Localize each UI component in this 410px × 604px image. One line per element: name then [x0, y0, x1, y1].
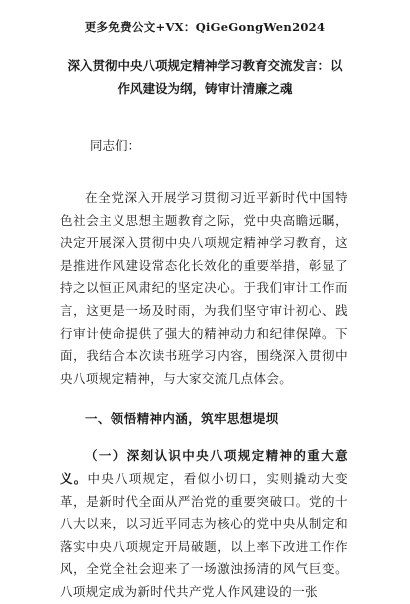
paragraph-section-1-1-text: 中央八项规定，看似小切口，实则撬动大变革，是新时代全面从严治党的重要突破口。党的十八大以来，以习近平同志为核心的党中央从制定和落实中央八项规定开局破题，以上率下改进工作作风，全党全社会迎来了一场激浊扬清的风气巨变。八项规定成为新时代共产党人作风建设的一张 — [60, 470, 348, 599]
subsection-heading-1: （一）深刻认识中央八项规定精神的重大意义。 — [60, 448, 348, 486]
salutation: 同志们： — [90, 138, 141, 153]
section-heading-1: 一、领悟精神内涵，筑牢思想堤坝 — [85, 411, 279, 427]
document-body — [60, 137, 348, 604]
document-title: 深入贯彻中央八项规定精神学习教育交流发言：以作风建设为纲，铸审计清廉之魂 — [67, 58, 343, 96]
paragraph-intro: 在全党深入开展学习贯彻习近平新时代中国特色社会主义思想主题教育之际，党中央高瞻远瞩，决定开展深入贯彻中央八项规定精神学习教育，这是推进作风建设常态化长效化的重要举措，彰显了持之以恒正风肃纪的坚定决心。于我们审计工作而言，这更是一场及时雨，为我们坚守审计初心、践行审计使命提供了强大的精神动力和纪律保障。下面，我结合本次读书班学习内容，围绕深入贯彻中央八项规定精神，与大家交流几点体会。 — [60, 190, 348, 386]
document-header: 更多免费公文+VX：QiGeGongWen2024 — [84, 20, 326, 34]
